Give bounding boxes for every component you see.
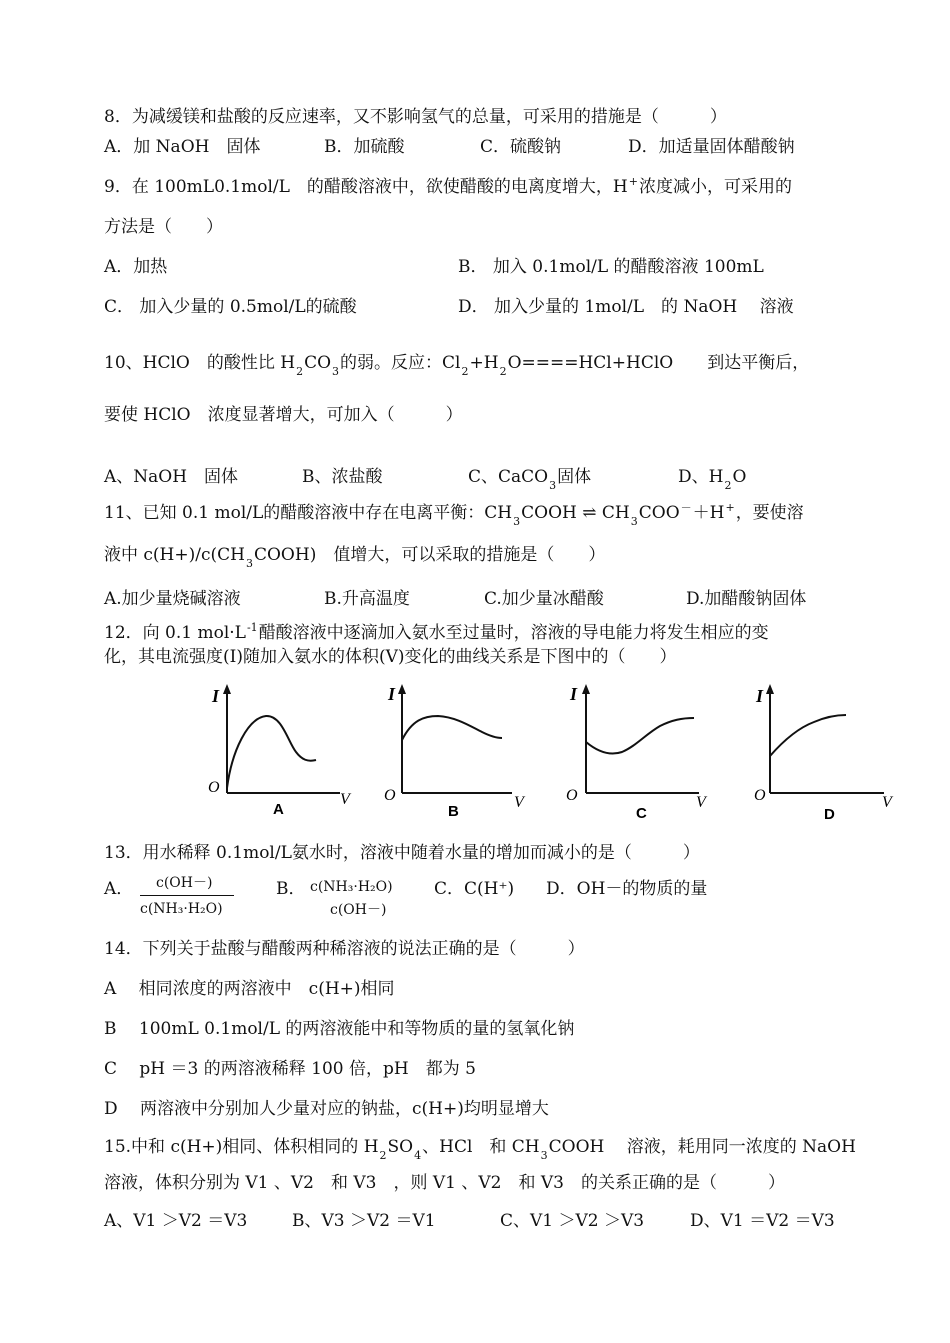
graph-d-caption: D [824,806,835,823]
graph-d-y-label: I [756,686,764,706]
q11-option-c: C.加少量冰醋酸 [484,589,604,609]
q15-option-d: D、V1 ＝V2 ＝V3 [690,1211,835,1231]
q14-stem: 14．下列关于盐酸与醋酸两种稀溶液的说法正确的是（ ） [104,939,585,959]
q14-option-a: A 相同浓度的两溶液中 c(H+)相同 [104,979,395,999]
q9-option-b: B． 加入 0.1mol/L 的醋酸溶液 100mL [458,257,764,277]
q12-stem-line2: 化，其电流强度(I)随加入氨水的体积(V)变化的曲线关系是下图中的（ ） [104,647,677,667]
graph-a-y-arrow-icon [223,684,231,694]
graph-d-curve [770,715,846,756]
q9-option-a: A．加热 [104,257,168,277]
graph-d-y-arrow-icon [766,684,774,694]
q15-stem-line2: 溶液，体积分别为 V1 、V2 和 V3 ，则 V1 、V2 和 V3 的关系正确的是（ ） [104,1173,785,1193]
graph-c-origin: O [566,787,578,804]
graph-a-origin: O [208,779,220,796]
graph-d-origin: O [754,787,766,804]
graph-b-plot [382,680,542,825]
graph-b-caption: B [448,803,459,820]
q8-option-a: A．加 NaOH 固体 [104,137,261,157]
graph-b-x-label: V [514,794,524,811]
q10-stem-line1: 10、HClO 的酸性比 $H_2CO_3$的弱。反应：$Cl_2+H_2O====HCl+HClO$ 到达平衡后， [104,353,810,378]
q13-stem: 13．用水稀释 0.1mol/L氨水时，溶液中随着水量的增加而减小的是（ ） [104,843,700,863]
q13-option-a-fraction-bar [140,895,234,896]
q8-option-b: B．加硫酸 [324,137,405,157]
graph-b-origin: O [384,787,396,804]
q13-option-b-label: B． [276,879,306,899]
q13-option-d: D．OH－的物质的量 [546,879,708,899]
q10-stem-line2: 要使 HClO 浓度显著增大，可加入（ ） [104,405,463,425]
graph-c-y-arrow-icon [582,684,590,694]
q12-stem-line1: 12．向 0.1 $mol\cdot L^{-1}$醋酸溶液中逐滴加入氨水至过量时，溶液的导电能力将发生相应的变 [104,621,769,643]
graph-b-y-arrow-icon [398,684,406,694]
q11-stem-line1: 11、已知 0.1 mol/L的醋酸溶液中存在电离平衡：$CH_3COOH$ ⇌ $CH_3COO^-+H^+$，要使溶 [104,501,804,528]
graph-a-caption: A [273,801,284,818]
q14-option-b: B 100mL 0.1mol/L 的两溶液能中和等物质的量的氢氧化钠 [104,1019,575,1039]
q10-option-a: A、NaOH 固体 [104,467,239,487]
q14-option-c: C pH ＝3 的两溶液稀释 100 倍，pH 都为 5 [104,1059,476,1079]
graph-c-caption: C [636,805,647,822]
q11-option-b: B.升高温度 [324,589,410,609]
graph-c-curve [586,718,694,754]
q9-option-c: C． 加入少量的 0.5mol/L的硫酸 [104,297,357,317]
graph-a [200,680,360,829]
q15-option-c: C、V1 ＞V2 ＞V3 [500,1211,645,1231]
q13-option-b-numerator: c(NH₃·H₂O) [310,879,393,895]
q13-option-b-denominator: c(OH－) [330,902,387,918]
q11-stem-line2: 液中 $c(H+)/c(CH_3COOH)$ 值增大，可以采取的措施是（ ） [104,545,606,570]
q9-option-d: D． 加入少量的 1mol/L 的 NaOH 溶液 [458,297,794,317]
graph-b [382,680,542,829]
q15-option-a: A、V1 ＞V2 ＝V3 [104,1211,248,1231]
q10-option-b: B、浓盐酸 [302,467,383,487]
q9-stem-line2: 方法是（ ） [104,217,223,237]
graph-c-plot [564,680,724,825]
graph-c [564,680,724,829]
graph-a-y-label: I [212,686,220,706]
q13-option-a-label: A． [104,879,134,899]
q8-stem: 8．为减缓镁和盐酸的反应速率，又不影响氢气的总量，可采用的措施是（ ） [104,107,727,127]
graph-d-plot [752,680,912,825]
q13-option-c: C．C(H⁺) [434,879,515,899]
graph-d [752,680,912,829]
q11-option-d: D.加醋酸钠固体 [686,589,807,609]
graph-c-x-label: V [696,794,706,811]
graph-a-curve [227,716,316,788]
graph-c-y-label: I [570,684,578,704]
graph-b-y-label: I [388,684,396,704]
q8-option-c: C．硫酸钠 [480,137,562,157]
q15-option-b: B、V3 ＞V2 ＝V1 [292,1211,436,1231]
q15-stem-line1: 15.中和 c(H+)相同、体积相同的 $H_2SO_4$、HCl 和 $CH_3COOH$ 溶液，耗用同一浓度的 NaOH [104,1137,856,1162]
q11-option-a: A.加少量烧碱溶液 [104,589,241,609]
q9-stem-line1: 9．在 100mL0.1mol/L 的醋酸溶液中，欲使醋酸的电离度增大，H+浓度减小，可采用的 [104,175,792,197]
graph-a-plot [200,680,360,825]
q10-option-c: C、CaCO$_3$固体 [468,467,592,492]
equilibrium-arrow-icon: ⇌ [582,503,597,523]
graph-a-x-label: V [340,791,350,808]
q8-option-d: D．加适量固体醋酸钠 [628,137,795,157]
graph-d-x-label: V [882,794,892,811]
q13-option-a-denominator: c(NH₃·H₂O) [140,901,223,917]
q14-option-d: D 两溶液中分别加人少量对应的钠盐，c(H+)均明显增大 [104,1099,549,1119]
q10-option-d: D、$H_2O$ [678,467,747,492]
q13-option-a-numerator: c(OH－) [156,875,213,891]
graph-b-curve [402,716,502,740]
